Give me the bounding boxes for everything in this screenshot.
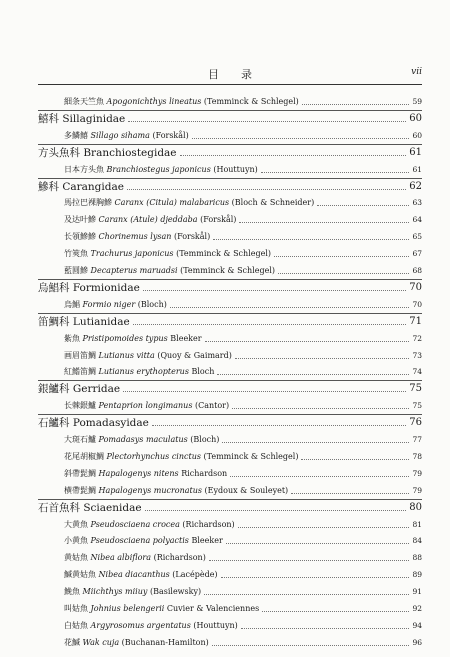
toc-species-entry (0, 126, 450, 142)
leader-dots (230, 476, 409, 477)
toc-entry-text (64, 299, 167, 311)
toc-page-number: 76 (409, 417, 422, 429)
toc-family-entry (0, 109, 450, 125)
page-header (38, 66, 422, 82)
leader-dots (192, 138, 410, 139)
latin-name: Sillaginidae (62, 112, 126, 125)
toc-page-number: 96 (412, 637, 422, 647)
author: (Richardson) (153, 553, 206, 563)
toc-entry-text (64, 265, 275, 277)
latin-name: Decapterus maruadsi (90, 266, 178, 275)
leader-dots (261, 172, 410, 173)
toc-page-number: 77 (412, 435, 422, 444)
latin-name: Lutianus vitta (98, 350, 155, 360)
toc-species-entry (0, 244, 450, 260)
toc-family-entry (0, 312, 450, 328)
leader-dots (274, 256, 409, 257)
author: (Houttuyn) (213, 164, 258, 174)
leader-dots (170, 307, 410, 308)
toc-entry-text (64, 197, 314, 209)
toc-species-entry (0, 599, 450, 615)
page-number: vii (411, 67, 422, 77)
toc-species-entry (0, 160, 450, 176)
family-separator (38, 110, 422, 111)
chinese-name: 斜帶髭鯛 (64, 468, 96, 478)
toc-entry-text (64, 451, 298, 463)
leader-dots (213, 239, 409, 240)
toc-entry-text (64, 231, 210, 243)
latin-name: Chorinemus lysan (98, 232, 172, 242)
author: (Eydoux & Souleyet) (204, 485, 289, 495)
chinese-name: 长領鰺鰺 (64, 232, 96, 242)
toc-species-entry (0, 193, 450, 209)
toc-page-number: 72 (412, 333, 422, 343)
chinese-name: 石首魚科 (38, 501, 80, 514)
toc-page-number: 73 (412, 350, 422, 360)
latin-name: Formio niger (82, 299, 136, 309)
toc-species-entry (0, 565, 450, 581)
chinese-name: 鱚科 (38, 112, 59, 125)
latin-name: Lutianidae (72, 315, 130, 328)
leader-dots (205, 341, 410, 342)
latin-name: Hapalogenys nitens (98, 468, 179, 478)
leader-dots (241, 628, 410, 629)
toc-species-entry (0, 346, 450, 362)
toc-page-number: 79 (412, 468, 422, 478)
chinese-name: 鰔黄姑魚 (64, 570, 96, 580)
author: (Cantor) (194, 401, 230, 411)
toc-entry-text (64, 569, 218, 581)
latin-name: Plectorhynchus cinctus (106, 451, 201, 461)
toc-entry-text (64, 96, 299, 108)
toc-page-number: 68 (412, 266, 422, 275)
toc-species-entry (0, 447, 450, 463)
leader-dots (212, 645, 410, 646)
leader-dots (152, 425, 406, 426)
toc-page-number: 75 (412, 401, 422, 411)
toc-entry-text (64, 434, 219, 446)
toc-species-entry (0, 210, 450, 226)
chinese-name: 及达叶鰺 (64, 215, 96, 225)
leader-dots (221, 577, 410, 578)
latin-name: Pseudosciaena crocea (90, 519, 180, 529)
chinese-name: 方头魚科 (38, 146, 80, 159)
toc-species-entry (0, 531, 450, 547)
latin-name: Pseudosciaena polyactis (90, 536, 189, 546)
family-separator (38, 279, 422, 280)
author: (Temminck & Schlegel) (176, 249, 272, 259)
toc-species-entry (0, 481, 450, 497)
author: (Temminck & Schlegel) (180, 266, 276, 275)
toc-species-entry (0, 362, 450, 378)
author: (Bloch) (190, 435, 220, 444)
toc-entry-text (64, 637, 209, 649)
toc-family-entry (0, 278, 450, 294)
leader-dots (239, 222, 409, 223)
toc-entry-text (64, 366, 214, 378)
author: (Buchanan-Hamilton) (121, 637, 209, 647)
toc-species-entry (0, 227, 450, 243)
leader-dots (235, 358, 410, 359)
latin-name: Branchiostegus japonicus (106, 164, 211, 174)
toc-species-entry (0, 92, 450, 108)
toc-page-number: 59 (412, 97, 422, 106)
toc-entry-text (64, 485, 288, 497)
toc-species-entry (0, 616, 450, 632)
chinese-name: 藍圆鰺 (64, 266, 88, 275)
latin-name: Caranx (Citula) malabaricus (114, 198, 230, 208)
toc-species-entry (0, 515, 450, 531)
latin-name: Argyrosomus argentatus (90, 620, 191, 630)
chinese-name: 黄姑魚 (64, 553, 88, 563)
toc-page-number: 78 (412, 451, 422, 461)
leader-dots (204, 594, 409, 595)
latin-name: Nibea albiflora (90, 553, 152, 563)
toc-entry-text (38, 383, 120, 395)
author: (Forskål) (173, 232, 211, 242)
leader-dots (180, 155, 407, 156)
toc-page-number: 61 (412, 164, 422, 174)
toc-entry-text (64, 248, 271, 260)
header-rule (38, 84, 422, 85)
toc-page-number: 63 (412, 198, 422, 208)
toc-page-number: 70 (412, 299, 422, 309)
chinese-name: 花尾胡椒鯛 (64, 451, 104, 461)
author: (Bloch & Schneider) (231, 198, 315, 208)
toc-page-number: 94 (412, 620, 422, 630)
toc-entry-text (38, 147, 177, 159)
toc-entry-text (64, 603, 259, 615)
toc-entry-text (64, 620, 238, 632)
latin-name: Caranx (Atule) djeddaba (98, 215, 198, 225)
toc-page-number: 65 (412, 232, 422, 242)
toc-page-number: 60 (409, 112, 422, 124)
author: (Richardson) (182, 519, 235, 529)
author: Richardson (181, 468, 228, 478)
toc-species-entry (0, 633, 450, 649)
latin-name: Sciaenidae (83, 501, 142, 514)
chinese-name: 烏鯧科 (38, 281, 70, 294)
chinese-name: 多鱗鱚 (64, 130, 88, 140)
chinese-name: 細条天竺魚 (64, 97, 104, 106)
toc-page-number: 60 (412, 130, 422, 140)
toc-page-number: 80 (409, 501, 422, 513)
toc-page-number: 81 (412, 519, 422, 529)
toc-page-number: 67 (412, 249, 422, 259)
latin-name: Wak cuja (82, 637, 120, 647)
latin-name: Pentaprion longimanus (98, 401, 193, 411)
chinese-name: 横帶髭鯛 (64, 485, 96, 495)
toc-species-entry (0, 295, 450, 311)
author: (Forskål) (152, 130, 189, 140)
chinese-name: 竹筴魚 (64, 249, 88, 259)
latin-name: Lutianus erythopterus (98, 367, 189, 377)
latin-name: Pristipomoides typus (82, 333, 168, 343)
toc-page-number: 75 (409, 383, 422, 395)
toc-page-number: 88 (412, 553, 422, 563)
author: (Temminck & Schlegel) (203, 451, 299, 461)
toc-page-number: 62 (409, 180, 422, 192)
family-separator (38, 380, 422, 381)
toc-species-entry (0, 396, 450, 412)
author: (Houttuyn) (193, 620, 238, 630)
toc-species-entry (0, 548, 450, 564)
toc-family-entry (0, 413, 450, 429)
chinese-name: 紫魚 (64, 333, 80, 343)
toc-entry-text (38, 181, 124, 193)
latin-name: Formionidae (72, 281, 140, 294)
chinese-name: 大黄魚 (64, 519, 88, 529)
leader-dots (209, 560, 410, 561)
page-title: 目录 (208, 68, 274, 81)
toc-entry-text (64, 552, 206, 564)
author: (Temminck & Schlegel) (203, 97, 299, 106)
latin-name: Carangidae (62, 180, 124, 193)
leader-dots (278, 273, 409, 274)
toc-entry-text (38, 417, 149, 429)
leader-dots (301, 459, 409, 460)
toc-page-number: 71 (409, 315, 422, 327)
leader-dots (123, 391, 406, 392)
chinese-name: 鮸魚 (64, 587, 80, 597)
toc-entry-text (64, 350, 232, 362)
leader-dots (302, 104, 410, 105)
latin-name: Hapalogenys mucronatus (98, 485, 202, 495)
chinese-name: 紅鰭笛鯛 (64, 367, 96, 377)
leader-dots (232, 408, 409, 409)
toc-entry-text (38, 502, 142, 514)
latin-name: Pomadasyidae (72, 417, 149, 430)
toc-entry-text (64, 214, 236, 226)
latin-name: Miichthys miiuy (82, 587, 148, 597)
toc-page-number: 70 (409, 281, 422, 293)
family-separator (38, 144, 422, 145)
toc-family-entry (0, 143, 450, 159)
author: Bloch (191, 367, 215, 377)
family-separator (38, 414, 422, 415)
leader-dots (127, 189, 406, 190)
author: (Quoy & Gaimard) (157, 350, 232, 360)
chinese-name: 石鱸科 (38, 417, 70, 430)
toc-entry-text (64, 333, 202, 345)
toc-species-entry (0, 582, 450, 598)
leader-dots (262, 611, 409, 612)
toc-species-entry (0, 464, 450, 480)
toc-entry-text (64, 535, 223, 547)
toc-species-entry (0, 261, 450, 277)
toc-family-entry (0, 177, 450, 193)
chinese-name: 画眉笛鯛 (64, 350, 96, 360)
author: (Lacépède) (172, 570, 218, 580)
family-separator (38, 313, 422, 314)
toc-page-number: 91 (412, 587, 422, 597)
chinese-name: 日本方头魚 (64, 164, 104, 174)
chinese-name: 小黄魚 (64, 536, 88, 546)
toc-page-number: 61 (409, 146, 422, 158)
chinese-name: 白姑魚 (64, 620, 88, 630)
chinese-name: 銀鱸科 (38, 383, 70, 396)
author: (Basilewsky) (149, 587, 202, 597)
latin-name: Nibea diacanthus (98, 570, 170, 580)
chinese-name: 笛鯛科 (38, 315, 70, 328)
toc-entry-text (64, 468, 227, 480)
toc-species-entry (0, 329, 450, 345)
latin-name: Johnius belengerii (90, 604, 165, 613)
chinese-name: 大斑石鱸 (64, 435, 96, 444)
toc-page-number: 79 (412, 485, 422, 495)
toc-page-number: 74 (412, 367, 422, 377)
latin-name: Gerridae (72, 383, 121, 396)
chinese-name: 叫姑魚 (64, 604, 88, 613)
leader-dots (217, 374, 409, 375)
leader-dots (222, 442, 409, 443)
toc-family-entry (0, 498, 450, 514)
toc-entry-text (38, 282, 140, 294)
family-separator (38, 499, 422, 500)
toc-page-number: 92 (412, 604, 422, 613)
toc-entry-text (64, 130, 189, 142)
leader-dots (317, 205, 409, 206)
author: (Bloch) (137, 299, 167, 309)
toc-entry-text (64, 519, 235, 531)
latin-name: Trachurus japonicus (90, 249, 174, 259)
leader-dots (128, 121, 406, 122)
latin-name: Pomadasys maculatus (98, 435, 188, 444)
toc-page-number: 84 (412, 536, 422, 546)
author: Cuvier & Valenciennes (166, 604, 260, 613)
latin-name: Branchiostegidae (83, 146, 177, 159)
toc-page-number: 64 (412, 215, 422, 225)
chinese-name: 长棘銀鱸 (64, 401, 96, 411)
latin-name: Apogonichthys lineatus (106, 97, 202, 106)
leader-dots (143, 290, 406, 291)
leader-dots (238, 527, 410, 528)
toc-family-entry (0, 379, 450, 395)
leader-dots (291, 493, 409, 494)
toc-entry-text (38, 113, 125, 125)
chinese-name: 花鰔 (64, 637, 80, 647)
toc-page-number: 89 (412, 570, 422, 580)
author: Bleeker (191, 536, 223, 546)
toc-species-entry (0, 430, 450, 446)
latin-name: Sillago sihama (90, 130, 150, 140)
author: (Forskål) (200, 215, 237, 225)
toc-entry-text (64, 400, 229, 412)
chinese-name: 烏鯧 (64, 299, 80, 309)
toc-entry-text (64, 164, 258, 176)
chinese-name: 馬拉巴裸胸鰺 (64, 198, 112, 208)
toc-entry-text (64, 586, 201, 598)
leader-dots (133, 324, 407, 325)
author: Bleeker (170, 333, 202, 343)
leader-dots (226, 543, 410, 544)
toc-entry-text (38, 316, 130, 328)
family-separator (38, 178, 422, 179)
chinese-name: 鰺科 (38, 180, 59, 193)
leader-dots (145, 510, 407, 511)
